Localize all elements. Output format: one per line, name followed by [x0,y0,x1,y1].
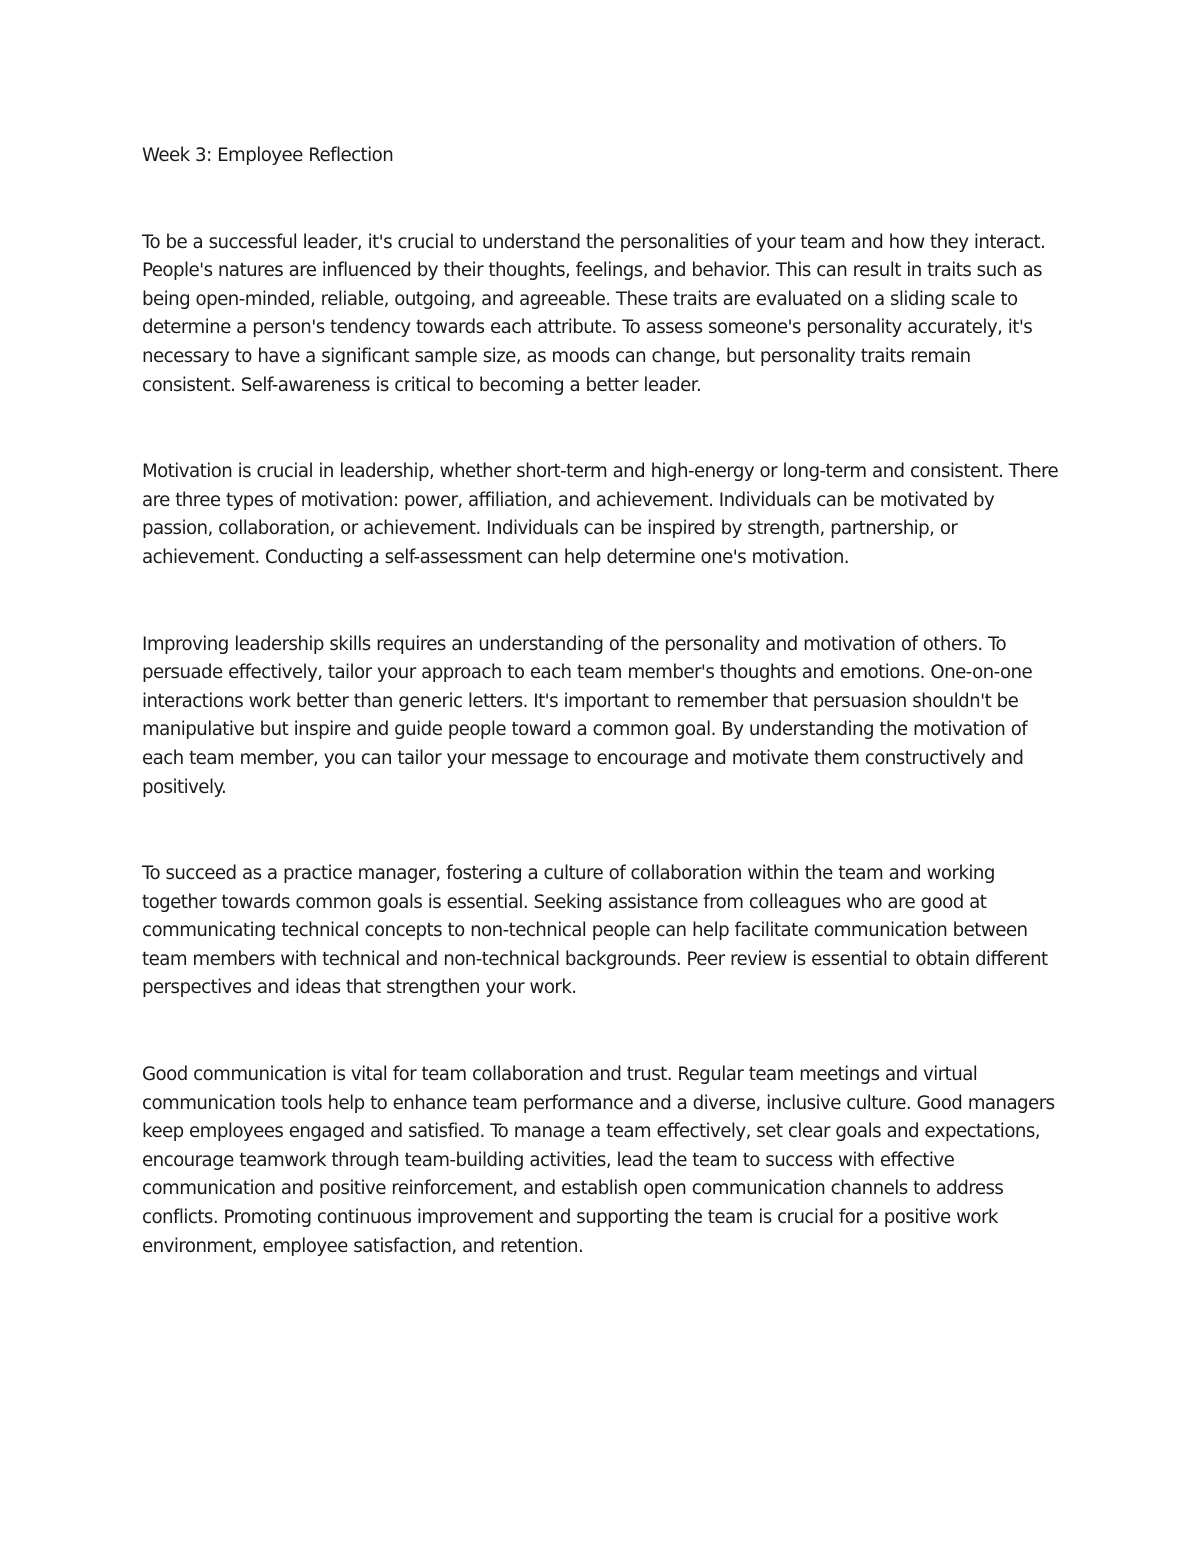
paragraph-personality: To be a successful leader, it's crucial to understand the personalities of your team and how they interact. People's natures are influenced by their thoughts, feelings, and behavior. This can result in traits such as being open-minded, reliable, outgoing, and agreeable. These traits are evaluated on a sliding scale to determine a person's tendency towards each attribute. To assess someone's personality accurately, it's necessary to have a significant sample size, as moods can change, but personality traits remain consistent. Self-awareness is critical to becoming a better leader. [142,231,1046,396]
paragraph-collaboration: To succeed as a practice manager, fostering a culture of collaboration within the team and working together towards common goals is essential. Seeking assistance from colleagues who are good at communicating technical concepts to non-technical people can help facilitate communication between team members with technical and non-technical backgrounds. Peer review is essential to obtain different perspectives and ideas that strengthen your work. [142,863,1048,999]
paragraph-persuasion: Improving leadership skills requires an understanding of the personality and motivation of others. To persuade effectively, tailor your approach to each team member's thoughts and emotions. One-on-one interactions work better than generic letters. It's important to remember that persuasion shouldn't be manipulative but inspire and guide people toward a common goal. By understanding the motivation of each team member, you can tailor your message to encourage and motivate them constructively and positively. [142,633,1033,798]
paragraph-communication: Good communication is vital for team collaboration and trust. Regular team meetings and virtual communication tools help to enhance team performance and a diverse, inclusive culture. Good managers keep employees engaged and satisfied. To manage a team effectively, set clear goals and expectations, encourage teamwork through team-building activities, lead the team to success with effective communication and positive reinforcement, and establish open communication channels to address conflicts. Promoting continuous improvement and supporting the team is crucial for a positive work environment, employee satisfaction, and retention. [142,1064,1055,1257]
document-title: Week 3: Employee Reflection [142,145,394,166]
document-body [142,142,1067,1319]
paragraph-motivation: Motivation is crucial in leadership, whether short-term and high-energy or long-term and consistent. There are three types of motivation: power, affiliation, and achievement. Individuals can be motivated by passion, collaboration, or achievement. Individuals can be inspired by strength, partnership, or achievement. Conducting a self-assessment can help determine one's motivation. [142,461,1059,568]
